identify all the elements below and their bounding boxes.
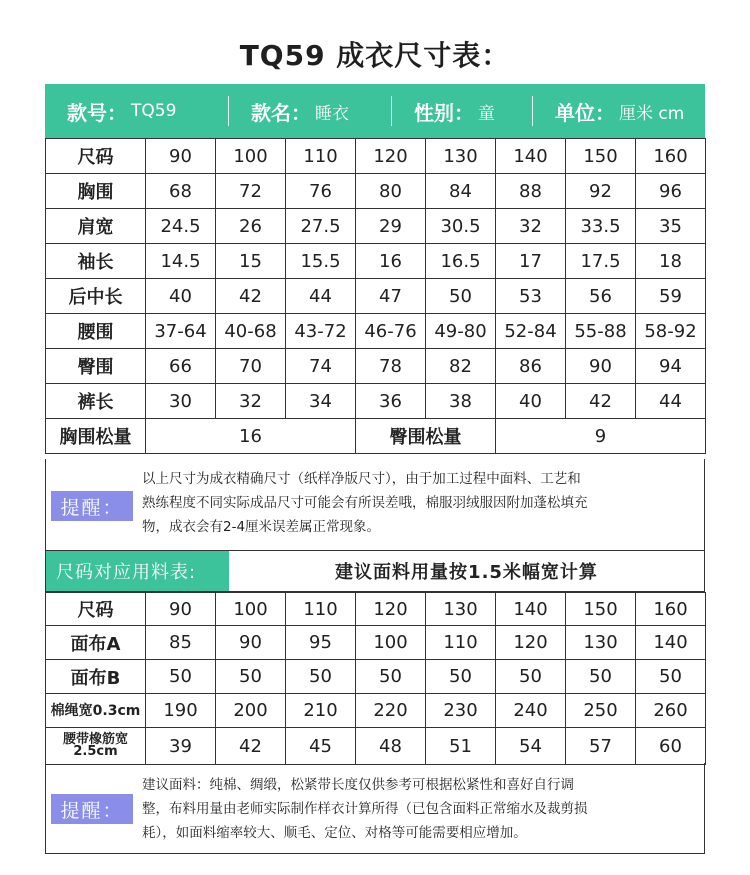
table-cell: 60: [636, 728, 706, 765]
table-cell: 220: [356, 694, 426, 728]
row-label: 腰带橡筋宽2.5cm: [46, 728, 146, 765]
table-cell: 42: [216, 728, 286, 765]
table-cell: 40-68: [216, 314, 286, 349]
table-cell: 45: [286, 728, 356, 765]
table-cell: 240: [496, 694, 566, 728]
table-cell: 50: [566, 660, 636, 694]
table-cell: 56: [566, 279, 636, 314]
table-cell: 58-92: [636, 314, 706, 349]
ease-row: [46, 419, 706, 454]
size-row: [46, 279, 706, 314]
table-cell: 140: [496, 139, 566, 174]
table-cell: 100: [216, 139, 286, 174]
table-cell: 100: [216, 593, 286, 626]
reminder-box-1: [45, 459, 705, 551]
style-name-field: [229, 84, 391, 138]
header-divider: [532, 96, 533, 126]
row-label: 面布B: [46, 660, 146, 694]
size-row: [46, 244, 706, 279]
row-label: 袖长: [46, 244, 146, 279]
table-cell: 53: [496, 279, 566, 314]
reminder-line: 以上尺寸为成衣精确尺寸（纸样净版尺寸），由于加工过程中面料、工艺和: [142, 471, 581, 487]
reminder-line: 耗），如面料缩率较大、顺毛、定位、对格等可能需要相应增加。: [142, 825, 527, 841]
row-label: 腰围: [46, 314, 146, 349]
header-divider: [391, 96, 392, 126]
table-cell: 130: [426, 139, 496, 174]
table-cell: 36: [356, 384, 426, 419]
table-cell: 66: [146, 349, 216, 384]
table-cell: 29: [356, 209, 426, 244]
reminder-line: 建议面料：纯棉、绸缎，松紧带长度仅供参考可根据松紧性和喜好自行调: [142, 777, 574, 793]
table-cell: 17: [496, 244, 566, 279]
table-cell: 32: [216, 384, 286, 419]
table-cell: 90: [146, 139, 216, 174]
reminder-line: 物，成衣会有2-4厘米误差属正常现象。: [142, 519, 381, 535]
size-row: [46, 139, 706, 174]
table-cell: 44: [286, 279, 356, 314]
table-cell: 120: [496, 626, 566, 660]
table-cell: 44: [636, 384, 706, 419]
table-cell: 18: [636, 244, 706, 279]
table-cell: 50: [146, 660, 216, 694]
fabric-row: [46, 694, 706, 728]
fabric-section-header: [45, 551, 705, 592]
table-cell: 50: [426, 660, 496, 694]
table-cell: 200: [216, 694, 286, 728]
table-cell: 16.5: [426, 244, 496, 279]
table-cell: 96: [636, 174, 706, 209]
table-cell: 100: [356, 626, 426, 660]
table-cell: 190: [146, 694, 216, 728]
table-cell: 86: [496, 349, 566, 384]
table-cell: 140: [496, 593, 566, 626]
table-cell: 70: [216, 349, 286, 384]
table-cell: 17.5: [566, 244, 636, 279]
reminder-text: [142, 467, 700, 539]
table-cell: 90: [146, 593, 216, 626]
table-cell: 84: [426, 174, 496, 209]
table-cell: 78: [356, 349, 426, 384]
table-cell: 160: [636, 593, 706, 626]
table-cell: 35: [636, 209, 706, 244]
table-cell: 49-80: [426, 314, 496, 349]
chest-ease-label: 胸围松量: [46, 419, 146, 454]
row-label: 肩宽: [46, 209, 146, 244]
table-cell: 260: [636, 694, 706, 728]
row-label: 面布A: [46, 626, 146, 660]
garment-info-bar: [45, 84, 705, 138]
table-cell: 150: [566, 139, 636, 174]
table-cell: 92: [566, 174, 636, 209]
reminder-label: 提醒：: [51, 491, 133, 521]
table-cell: 14.5: [146, 244, 216, 279]
table-cell: 120: [356, 139, 426, 174]
style-number-field: [45, 84, 228, 138]
table-cell: 120: [356, 593, 426, 626]
unit-field: [533, 84, 705, 138]
table-cell: 48: [356, 728, 426, 765]
table-cell: 50: [286, 660, 356, 694]
page-title: TQ59 成衣尺寸表：: [239, 39, 511, 72]
style-number-label: 款号：: [67, 100, 127, 125]
table-cell: 85: [146, 626, 216, 660]
table-cell: 40: [496, 384, 566, 419]
table-cell: 42: [216, 279, 286, 314]
table-cell: 72: [216, 174, 286, 209]
reminder-box-2: [45, 763, 705, 854]
gender-field: [392, 84, 532, 138]
table-cell: 250: [566, 694, 636, 728]
table-cell: 80: [356, 174, 426, 209]
size-row: [46, 314, 706, 349]
table-cell: 130: [426, 593, 496, 626]
table-cell: 50: [426, 279, 496, 314]
table-cell: 50: [216, 660, 286, 694]
unit-label: 单位：: [555, 100, 615, 125]
row-label: 臀围: [46, 349, 146, 384]
table-cell: 55-88: [566, 314, 636, 349]
header-divider: [228, 96, 229, 126]
table-cell: 160: [636, 139, 706, 174]
table-cell: 59: [636, 279, 706, 314]
table-cell: 15.5: [286, 244, 356, 279]
table-cell: 30: [146, 384, 216, 419]
row-label: 尺码: [46, 593, 146, 626]
table-cell: 110: [286, 139, 356, 174]
row-label: 胸围: [46, 174, 146, 209]
table-cell: 210: [286, 694, 356, 728]
table-cell: 24.5: [146, 209, 216, 244]
chest-ease-value: 16: [146, 419, 356, 454]
table-cell: 74: [286, 349, 356, 384]
table-cell: 50: [356, 660, 426, 694]
table-cell: 15: [216, 244, 286, 279]
table-cell: 27.5: [286, 209, 356, 244]
table-cell: 43-72: [286, 314, 356, 349]
table-cell: 150: [566, 593, 636, 626]
table-cell: 88: [496, 174, 566, 209]
table-cell: 30.5: [426, 209, 496, 244]
gender-label: 性别：: [414, 100, 474, 125]
hip-ease-label: 臀围松量: [356, 419, 496, 454]
size-row: [46, 174, 706, 209]
reminder-text: [142, 773, 700, 845]
table-cell: 68: [146, 174, 216, 209]
table-cell: 38: [426, 384, 496, 419]
fabric-table: [45, 592, 706, 765]
fabric-row: [46, 728, 706, 765]
table-cell: 57: [566, 728, 636, 765]
table-cell: 40: [146, 279, 216, 314]
table-cell: 95: [286, 626, 356, 660]
style-name-value: 睡衣: [315, 103, 349, 124]
hip-ease-value: 9: [496, 419, 706, 454]
size-row: [46, 349, 706, 384]
style-number-value: TQ59: [131, 101, 177, 121]
table-cell: 37-64: [146, 314, 216, 349]
fabric-section-tag: 尺码对应用料表:: [46, 551, 229, 591]
table-cell: 42: [566, 384, 636, 419]
table-cell: 76: [286, 174, 356, 209]
unit-value: 厘米 cm: [619, 103, 685, 124]
size-row: [46, 209, 706, 244]
fabric-row: [46, 660, 706, 694]
table-cell: 26: [216, 209, 286, 244]
reminder-label: 提醒：: [51, 794, 133, 824]
table-cell: 110: [286, 593, 356, 626]
table-cell: 34: [286, 384, 356, 419]
table-cell: 39: [146, 728, 216, 765]
table-cell: 51: [426, 728, 496, 765]
table-cell: 130: [566, 626, 636, 660]
size-table: [45, 138, 706, 454]
table-cell: 32: [496, 209, 566, 244]
row-label: 尺码: [46, 139, 146, 174]
table-cell: 110: [426, 626, 496, 660]
row-label: 棉绳宽0.3cm: [46, 694, 146, 728]
table-cell: 52-84: [496, 314, 566, 349]
fabric-row: [46, 593, 706, 626]
row-label: 后中长: [46, 279, 146, 314]
table-cell: 47: [356, 279, 426, 314]
reminder-line: 整，布料用量由老师实际制作样衣计算所得（已包含面料正常缩水及裁剪损: [142, 801, 588, 817]
row-label: 裤长: [46, 384, 146, 419]
table-cell: 50: [636, 660, 706, 694]
table-cell: 140: [636, 626, 706, 660]
style-name-label: 款名：: [251, 100, 311, 125]
table-cell: 90: [216, 626, 286, 660]
fabric-section-title: 建议面料用量按1.5米幅宽计算: [335, 562, 598, 583]
table-cell: 82: [426, 349, 496, 384]
size-row: [46, 384, 706, 419]
table-cell: 230: [426, 694, 496, 728]
table-cell: 94: [636, 349, 706, 384]
table-cell: 54: [496, 728, 566, 765]
table-cell: 33.5: [566, 209, 636, 244]
reminder-line: 熟练程度不同实际成品尺寸可能会有所误差哦，棉服羽绒服因附加蓬松填充: [142, 495, 588, 511]
fabric-row: [46, 626, 706, 660]
table-cell: 50: [496, 660, 566, 694]
table-cell: 90: [566, 349, 636, 384]
gender-value: 童: [478, 103, 495, 124]
table-cell: 46-76: [356, 314, 426, 349]
table-cell: 16: [356, 244, 426, 279]
